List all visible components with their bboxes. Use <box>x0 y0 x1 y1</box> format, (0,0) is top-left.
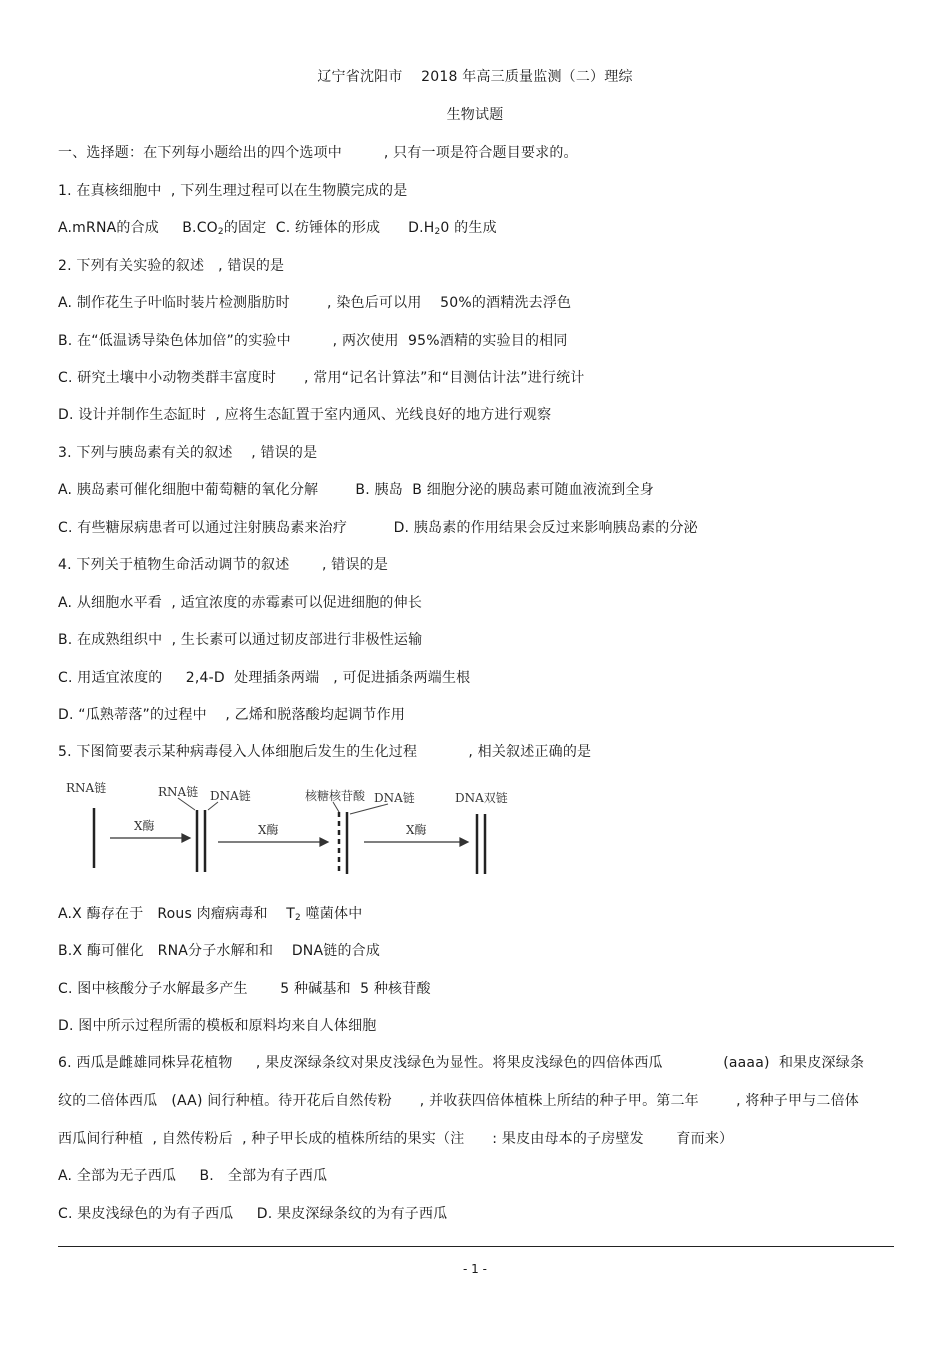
pointer-dna-2 <box>350 804 388 814</box>
question-4-stem: 4. 下列关于植物生命活动调节的叙述 , 错误的是 <box>58 557 389 573</box>
question-2-option-c: C. 研究土壤中小动物类群丰富度时 , 常用“记名计算法”和“目测估计法”进行统计 <box>58 370 585 386</box>
label-rna-strand-2: RNA链 <box>158 785 199 799</box>
label-rna-strand: RNA链 <box>66 781 107 795</box>
section-heading: 一、选择题：在下列每小题给出的四个选项中 , 只有一项是符合题目要求的。 <box>58 145 578 161</box>
label-dna-strand-2: DNA链 <box>374 791 415 805</box>
question-2-option-a: A. 制作花生子叶临时装片检测脂肪时 , 染色后可以用 50%的酒精洗去浮色 <box>58 295 572 311</box>
enzyme-label-2: X酶 <box>258 823 279 837</box>
enzyme-label-1: X酶 <box>134 819 155 833</box>
q1-options-part-a: A.mRNA的合成 B.CO <box>58 220 218 236</box>
question-2-stem: 2. 下列有关实验的叙述 , 错误的是 <box>58 258 285 274</box>
reverse-transcription-diagram <box>58 772 528 880</box>
pointer-dna <box>208 802 218 810</box>
question-3-stem: 3. 下列与胰岛素有关的叙述 , 错误的是 <box>58 445 318 461</box>
question-6-options-ab: A. 全部为无子西瓜 B. 全部为有子西瓜 <box>58 1168 328 1184</box>
label-ribonucleotide: 核糖核苷酸 <box>305 789 366 803</box>
q5-option-a-subscript: 2 <box>295 913 301 923</box>
question-5-option-d: D. 图中所示过程所需的模板和原料均来自人体细胞 <box>58 1018 377 1034</box>
question-3-options-cd: C. 有些糖尿病患者可以通过注射胰岛素来治疗 D. 胰岛素的作用结果会反过来影响胰岛素的分泌 <box>58 520 698 536</box>
q5-option-a-pre: A.X 酶存在于 Rous 肉瘤病毒和 T <box>58 906 296 922</box>
question-6-line-1: 6. 西瓜是雌雄同株异花植物 , 果皮深绿条纹对果皮浅绿色为显性。将果皮浅绿色的四倍体西瓜 (aaaa) 和果皮深绿条 <box>58 1055 865 1071</box>
question-5-option-b: B.X 酶可催化 RNA分子水解和和 DNA链的合成 <box>58 943 381 959</box>
question-5-stem: 5. 下图简要表示某种病毒侵入人体细胞后发生的生化过程 , 相关叙述正确的是 <box>58 744 592 760</box>
pointer-rna <box>178 798 195 810</box>
arrow-2-head <box>320 838 328 846</box>
q1-subscript-b: 2 <box>434 227 441 237</box>
question-2-option-b: B. 在“低温诱导染色体加倍”的实验中 , 两次使用 95%酒精的实验目的相同 <box>58 333 568 349</box>
footer-divider <box>58 1246 894 1247</box>
question-4-option-a: A. 从细胞水平看 , 适宜浓度的赤霉素可以促进细胞的伸长 <box>58 595 423 611</box>
exam-title: 辽宁省沈阳市 2018 年高三质量监测（二）理综 <box>317 69 633 85</box>
question-5-option-c: C. 图中核酸分子水解最多产生 5 种碱基和 5 种核苷酸 <box>58 981 431 997</box>
arrow-1-head <box>182 834 190 842</box>
question-4-option-d: D. “瓜熟蒂落”的过程中 , 乙烯和脱落酸均起调节作用 <box>58 707 406 723</box>
q1-subscript-a: 2 <box>217 227 224 237</box>
question-6-line-3: 西瓜间行种植 , 自然传粉后 , 种子甲长成的植株所结的果实（注 : 果皮由母本的子房壁发 育而来） <box>58 1131 734 1147</box>
question-2-option-d: D. 设计并制作生态缸时 , 应将生态缸置于室内通风、光线良好的地方进行观察 <box>58 407 552 423</box>
label-dna-strand: DNA链 <box>210 789 251 803</box>
enzyme-label-3: X酶 <box>406 823 427 837</box>
page-number: - 1 - <box>463 1262 487 1276</box>
question-5-option-a <box>58 905 362 927</box>
question-6-line-2: 纹的二倍体西瓜 (AA) 间行种植。待开花后自然传粉 , 并收获四倍体植株上所结的种子甲。第二年 , 将种子甲与二倍体 <box>58 1093 859 1109</box>
label-dna-double-strand: DNA双链 <box>455 791 508 805</box>
question-1-stem: 1. 在真核细胞中 , 下列生理过程可以在生物膜完成的是 <box>58 183 408 199</box>
question-1-options <box>58 219 497 241</box>
question-3-options-ab: A. 胰岛素可催化细胞中葡萄糖的氧化分解 B. 胰岛 B 细胞分泌的胰岛素可随血液流到全身 <box>58 482 654 498</box>
exam-subtitle: 生物试题 <box>446 107 504 123</box>
question-4-option-b: B. 在成熟组织中 , 生长素可以通过韧皮部进行非极性运输 <box>58 632 423 648</box>
arrow-3-head <box>460 838 468 846</box>
q1-options-part-b: 的固定 C. 纺锤体的形成 D.H <box>223 220 435 236</box>
q1-options-part-c: 0 的生成 <box>440 220 497 236</box>
question-4-option-c: C. 用适宜浓度的 2,4-D 处理插条两端 , 可促进插条两端生根 <box>58 670 471 686</box>
question-6-options-cd: C. 果皮浅绿色的为有子西瓜 D. 果皮深绿条纹的为有子西瓜 <box>58 1206 448 1222</box>
pointer-nuc <box>333 802 339 812</box>
q5-option-a-post: 噬菌体中 <box>300 906 363 922</box>
